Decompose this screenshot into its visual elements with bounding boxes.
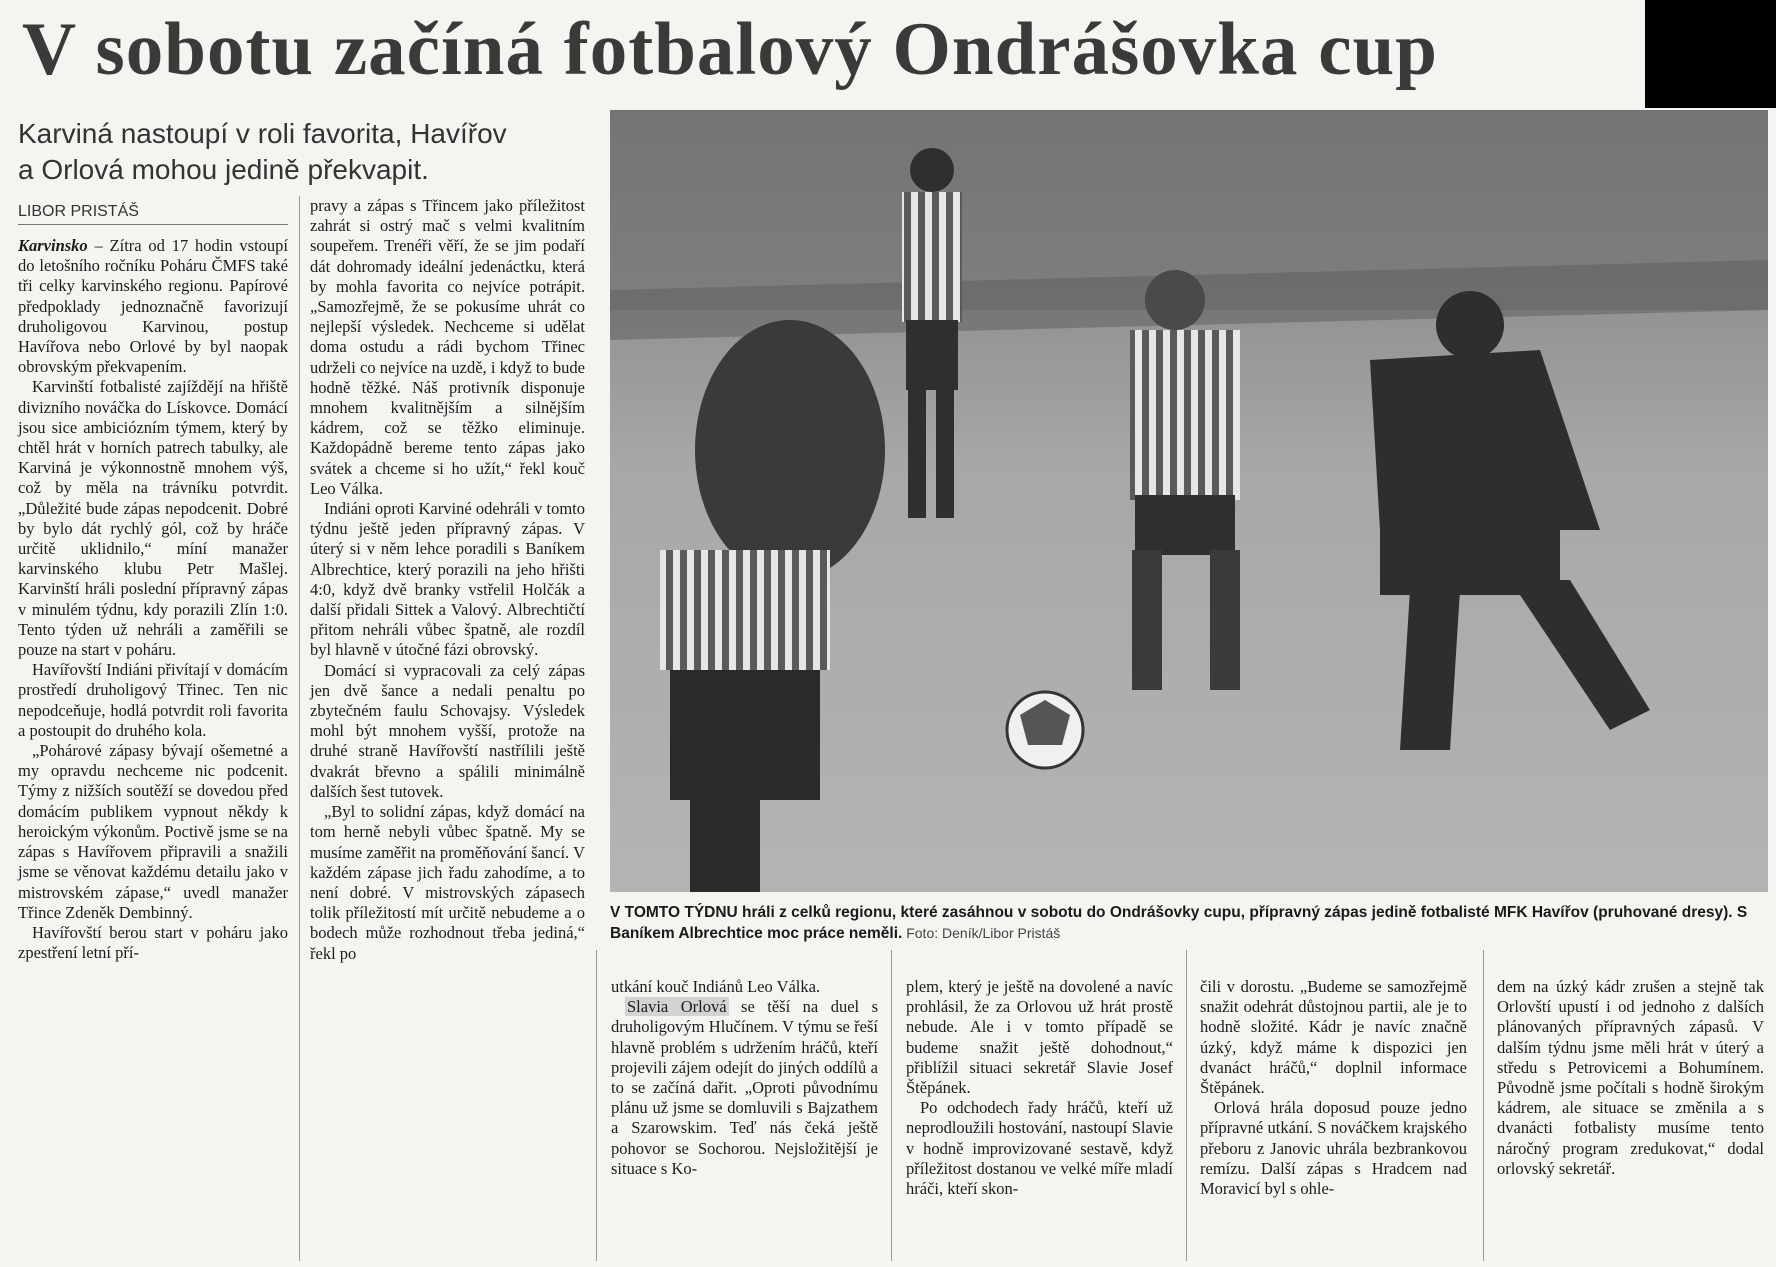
column-6 [1497, 977, 1764, 1179]
column-1 [18, 236, 288, 963]
paragraph: Indiáni oproti Karviné odehráli v tomto týdnu ještě jeden přípravný zápas. V úterý si v něm lehce poradili s Baníkem Albrechtice, který porazili na jeho hřišti 4:0, když dvě branky vstřelil Holčák a další přidali Sittek a Valový. Albrechtičtí přitom nehráli vůbec špatně, ale rozdíl byl hlavně v útočné fázi obrovský. [310, 499, 585, 660]
headline: V sobotu začíná fotbalový Ondrášovka cup [22, 8, 1438, 91]
redaction-block [1645, 0, 1776, 108]
paragraph-text: se těší na duel s druholigovým Hlučínem. V týmu se řeší hlavně problém s udržením hráčů, kteří projevili zájem odejít do jiných oddílů a to se začíná dařit. „Oproti původnímu plánu už jsme se domluvili s Bajzathem a Szarowskim. Teď nás čeká ještě pohovor se Sochorou. Nejsložitější je situace s Ko- [611, 997, 879, 1178]
paragraph: Orlová hrála doposud pouze jedno přípravné utkání. S nováčkem krajského přeboru z Janovic uhrála bezbrankovou remízu. Další zápas s Hradcem nad Moravicí byl s ohle- [1200, 1098, 1467, 1199]
caption-lead: V TOMTO TÝDNU [610, 904, 738, 921]
paragraph: Po odchodech řady hráčů, kteří už neprodloužili hostování, nastoupí Slavie v hodně improvizované sestavě, když příležitost dostanou ve velké míře mladí hráči, kteří skon- [906, 1098, 1173, 1199]
paragraph: plem, který je ještě na dovolené a navíc prohlásil, že za Orlovou už hrát prostě nebude. Ale i v tomto případě se budeme snažit ještě dohodnout,“ přiblížil situaci sekretář Slavie Josef Štěpánek. [906, 977, 1173, 1098]
paragraph: utkání kouč Indiánů Leo Válka. [611, 977, 821, 996]
dateline: Karvinsko [18, 236, 88, 255]
paragraph: čili v dorostu. „Budeme se samozřejmě snažit odehrát důstojnou partii, ale je to hodně složité. Kádr je navíc značně úzký, když máme k dispozici jen dvanáct hráčů,“ doplnil informace Štěpánek. [1200, 977, 1467, 1098]
paragraph: dem na úzký kádr zrušen a stejně tak Orlovští upustí i od jednoho z dalších plánovaných přípravných zápasů. V dalším týdnu jsme měli hrát v úterý a středu s Petrovicemi a Bohumínem. Původně jsme počítali s hodně širokým kádrem, ale situace se změnila a s dvanácti fotbalisty musíme tento náročný program zredukovat,“ dodal orlovský sekretář. [1497, 977, 1764, 1178]
paragraph-text: – Zítra od 17 hodin vstoupí do letošního ročníku Poháru ČMFS také tři celky karvinského regionu. Papírové předpoklady jednoznačně favorizují druholigovou Karvinou, postup Havířova nebo Orlové by byl naopak obrovským překvapením. [18, 236, 288, 377]
subhead-line-2: a Orlová mohou jedině překvapit. [18, 154, 429, 185]
column-rule [596, 950, 597, 1261]
column-4 [906, 977, 1173, 1199]
byline: LIBOR PRISTÁŠ [18, 203, 288, 225]
column-rule [1186, 950, 1187, 1261]
photo-caption [610, 903, 1768, 944]
paragraph [18, 236, 288, 377]
paragraph: „Byl to solidní zápas, když domácí na tom herně nebyli vůbec špatně. My se musíme zaměřit na proměňování šancí. V každém zápase jich řadu zahodíme, a to není dobré. V mistrovských zápasech tolik příležitostí mít určitě nebudeme a o bodech může rozhodnout třeba jediná,“ řekl po [310, 802, 585, 963]
subheadline [18, 116, 588, 188]
paragraph: „Pohárové zápasy bývají ošemetné a my opravdu nechceme nic podcenit. Týmy z nižších soutěží se dovedou před domácím publikem vypnout někdy k heroickým výkonům. Poctivě jsme se na zápas s Havířovem připravili a snažili jsme se věnovat každému detailu jako v mistrovském zápase,“ uvedl manažer Třince Zdeněk Dembinný. [18, 741, 288, 922]
column-rule [1483, 950, 1484, 1261]
paragraph [611, 997, 878, 1179]
column-rule [299, 196, 300, 1261]
column-5 [1200, 977, 1467, 1199]
column-2 [310, 196, 585, 964]
photo-credit: Foto: Deník/Libor Pristáš [902, 925, 1061, 941]
paragraph: Domácí si vypracovali za celý zápas jen dvě šance a nedali penaltu po zbytečném faulu Schovajsy. Výsledek mohl být mnohem vyšší, protože na druhé straně Havířovští nastřílili ještě dvakrát břevno a spálili minimálně dalších šest tutovek. [310, 660, 585, 801]
section-highlight: Slavia Orlová [627, 997, 727, 1017]
column-rule [891, 950, 892, 1261]
subhead-line-1: Karviná nastoupí v roli favorita, Havířov [18, 118, 507, 149]
paragraph: Havířovští Indiáni přivítají v domácím prostředí druholigový Třinec. Ten nic nepodceňuje, hodlá potvrdit roli favorita a postoupit do druhého kola. [18, 660, 288, 740]
column-3 [611, 977, 878, 1179]
match-photo [610, 110, 1768, 892]
paragraph: pravy a zápas s Třincem jako příležitost zahrát si ostrý mač s velmi kvalitním soupeřem. Trenéři věří, že se jim podaří dát dohromady ideální jedenáctku, která by mohla favorita co nejvíce potrápit. „Samozřejmě, že se pokusíme uhrát co nejlepší výsledek. Nechceme si udělat doma ostudu a rádi bychom Třinec udrželi co nejvíce na uzdě, i když to bude hodně těžké. Náš protivník disponuje mnohem kvalitnějším a silnějším kádrem, což se těžko eliminuje. Každopádně bereme tento zápas jako svátek a chceme si ho užít,“ řekl kouč Leo Válka. [310, 196, 585, 498]
paragraph: Karvinští fotbalisté zajíždějí na hřiště divizního nováčka do Lískovce. Domácí jsou sice ambiciózním týmem, který by chtěl hrát v horních patrech tabulky, ale Karviná je výkonnostně mnohem výš, což by měla na trávníku potvrdit. „Důležité bude zápas nepodcenit. Dobré by bylo dát rychlý gól, což by hráče určitě uklidnilo,“ míní manažer karvinského klubu Petr Mašlej. Karvinští hráli poslední přípravný zápas v minulém týdnu, kdy porazili Zlín 1:0. Tento týden už nehráli a zaměřili se pouze na start v poháru. [18, 377, 288, 660]
paragraph: Havířovští berou start v poháru jako zpestření letní pří- [18, 922, 288, 963]
caption-text: hráli z celků regionu, které zasáhnou v sobotu do Ondrášovky cupu, přípravný zápas jedině fotbalisté MFK Havířov (pruhované dresy). S Baníkem Albrechtice moc práce neměli. [610, 904, 1748, 942]
